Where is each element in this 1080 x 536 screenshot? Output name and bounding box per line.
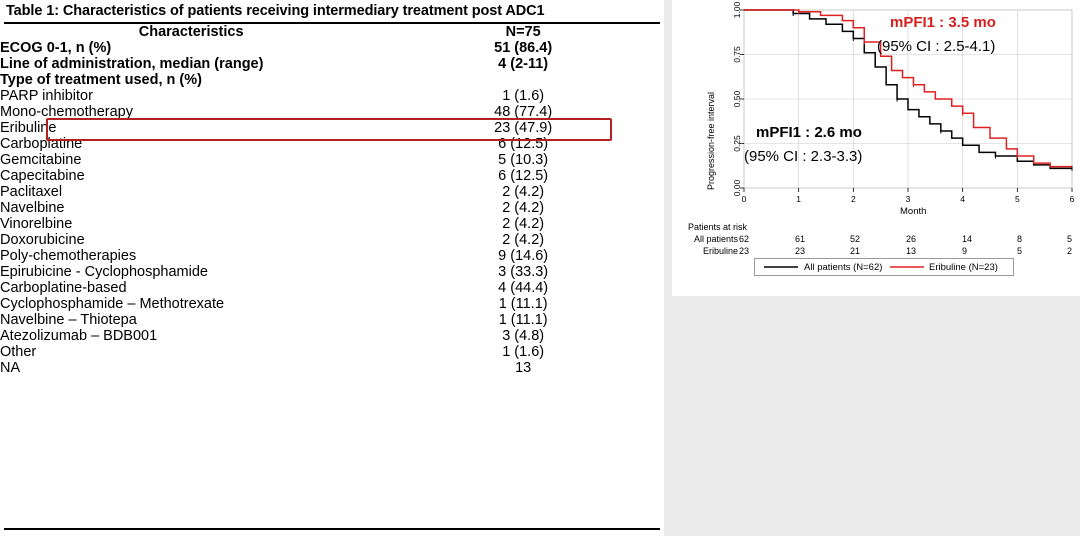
risk-count: 5 — [1017, 246, 1023, 256]
row-label: Line of administration, median (range) — [0, 56, 264, 72]
table-row — [0, 40, 664, 56]
table-header-n: N=75 — [505, 24, 541, 40]
x-tick-label: 0 — [741, 194, 747, 204]
table-header-characteristics: Characteristics — [138, 24, 244, 40]
y-tick-label: 0.75 — [732, 46, 742, 63]
row-label: Navelbine – Thiotepa — [0, 312, 137, 328]
table-row — [0, 72, 664, 88]
row-label: Carboplatine-based — [0, 280, 127, 296]
risk-count: 62 — [739, 234, 750, 244]
y-tick-label: 0.25 — [732, 135, 742, 152]
x-tick-label: 2 — [850, 194, 856, 204]
table-row — [0, 280, 664, 296]
row-value: 9 (14.6) — [498, 248, 549, 264]
row-value: 1 (1.6) — [502, 88, 545, 104]
row-value: 51 (86.4) — [494, 40, 553, 56]
table-header — [0, 24, 664, 40]
row-value — [382, 72, 664, 88]
risk-count: 13 — [906, 246, 917, 256]
row-value: 1 (11.1) — [498, 296, 548, 312]
x-tick-label: 3 — [905, 194, 911, 204]
risk-count: 9 — [962, 246, 968, 256]
table-row — [0, 264, 664, 280]
legend-label-eribuline: Eribuline (N=23) — [929, 262, 998, 273]
table-header-row — [0, 24, 664, 40]
risk-count: 5 — [1067, 234, 1073, 244]
figure-inner — [672, 0, 1080, 296]
table-title: Table 1: Characteristics of patients receiving intermediary treatment post ADC1 — [6, 3, 545, 19]
risk-count: 14 — [962, 234, 973, 244]
risk-count: 23 — [795, 246, 806, 256]
table-body — [0, 40, 664, 376]
row-value: 2 (4.2) — [502, 200, 545, 216]
row-label: Gemcitabine — [0, 152, 82, 168]
row-value: 3 (4.8) — [502, 328, 545, 344]
table-row — [0, 88, 664, 104]
risk-row-label: All patients — [693, 234, 738, 244]
row-label: Navelbine — [0, 200, 65, 216]
row-value: 4 (2-11) — [498, 56, 549, 72]
table-row — [0, 296, 664, 312]
table-row — [0, 328, 664, 344]
x-axis-label: Month — [900, 206, 927, 217]
x-tick-label: 4 — [960, 194, 966, 204]
risk-count: 23 — [739, 246, 750, 256]
row-label: ECOG 0-1, n (%) — [0, 40, 112, 56]
row-value: 2 (4.2) — [502, 184, 545, 200]
table-row — [0, 216, 664, 232]
y-axis-label: Progression-free interval — [706, 91, 716, 190]
risk-count: 21 — [850, 246, 861, 256]
row-value: 6 (12.5) — [498, 168, 549, 184]
row-value: 23 (47.9) — [494, 120, 553, 136]
table-bottom-rule — [4, 528, 660, 530]
annotation-allpatients-ci: (95% CI : 2.3-3.3) — [744, 148, 863, 165]
table-row — [0, 104, 664, 120]
risk-count: 26 — [906, 234, 917, 244]
y-tick-label: 0.50 — [732, 90, 742, 108]
risk-count: 8 — [1017, 234, 1023, 244]
row-label: Capecitabine — [0, 168, 85, 184]
risk-count: 61 — [795, 234, 806, 244]
row-value: 2 (4.2) — [502, 216, 545, 232]
row-value: 3 (33.3) — [498, 264, 549, 280]
row-label: Eribuline — [0, 120, 57, 136]
risk-count: 52 — [850, 234, 861, 244]
x-tick-label: 6 — [1069, 194, 1075, 204]
table-row — [0, 184, 664, 200]
row-label: Doxorubicine — [0, 232, 85, 248]
row-label: Atezolizumab – BDB001 — [0, 328, 158, 344]
row-label: Epirubicine - Cyclophosphamide — [0, 264, 208, 280]
table-row — [0, 136, 664, 152]
characteristics-table — [0, 24, 664, 376]
row-label: Poly-chemotherapies — [0, 248, 137, 264]
table-row — [0, 248, 664, 264]
y-tick-label: 1.00 — [732, 1, 742, 19]
table-row — [0, 120, 664, 136]
row-value: 1 (11.1) — [498, 312, 548, 328]
table-row — [0, 200, 664, 216]
annotation-eribuline-ci: (95% CI : 2.5-4.1) — [877, 38, 996, 55]
table-row — [0, 232, 664, 248]
row-label: NA — [0, 360, 21, 376]
table-row — [0, 168, 664, 184]
row-label: Cyclophosphamide – Methotrexate — [0, 296, 225, 312]
row-label: Other — [0, 344, 37, 360]
row-label: Vinorelbine — [0, 216, 73, 232]
row-value: 4 (44.4) — [498, 280, 549, 296]
kaplan-meier-figure-panel — [672, 0, 1080, 296]
row-label: PARP inhibitor — [0, 88, 93, 104]
row-value: 2 (4.2) — [502, 232, 545, 248]
y-tick-label: 0.00 — [732, 179, 742, 197]
table-row — [0, 360, 664, 376]
row-label: Paclitaxel — [0, 184, 63, 200]
row-value: 1 (1.6) — [502, 344, 545, 360]
x-tick-label: 1 — [796, 194, 802, 204]
annotation-eribuline-median: mPFI1 : 3.5 mo — [890, 14, 996, 31]
risk-count: 2 — [1067, 246, 1073, 256]
row-label: Type of treatment used, n (%) — [0, 72, 202, 88]
row-value: 13 — [515, 360, 532, 376]
row-label: Carboplatine — [0, 136, 83, 152]
survival-plot — [672, 0, 1080, 230]
row-label: Mono-chemotherapy — [0, 104, 133, 120]
table-row — [0, 344, 664, 360]
table-row — [0, 312, 664, 328]
row-value: 6 (12.5) — [498, 136, 549, 152]
x-tick-label: 5 — [1014, 194, 1020, 204]
table-row — [0, 56, 664, 72]
table-row — [0, 152, 664, 168]
risk-row-label: Eribuline — [702, 246, 738, 256]
row-value: 5 (10.3) — [498, 152, 549, 168]
legend-label-all-patients: All patients (N=62) — [804, 262, 883, 273]
row-value: 48 (77.4) — [494, 104, 553, 120]
patients-at-risk-title: Patients at risk — [688, 222, 748, 232]
annotation-allpatients-median: mPFI1 : 2.6 mo — [756, 124, 862, 141]
